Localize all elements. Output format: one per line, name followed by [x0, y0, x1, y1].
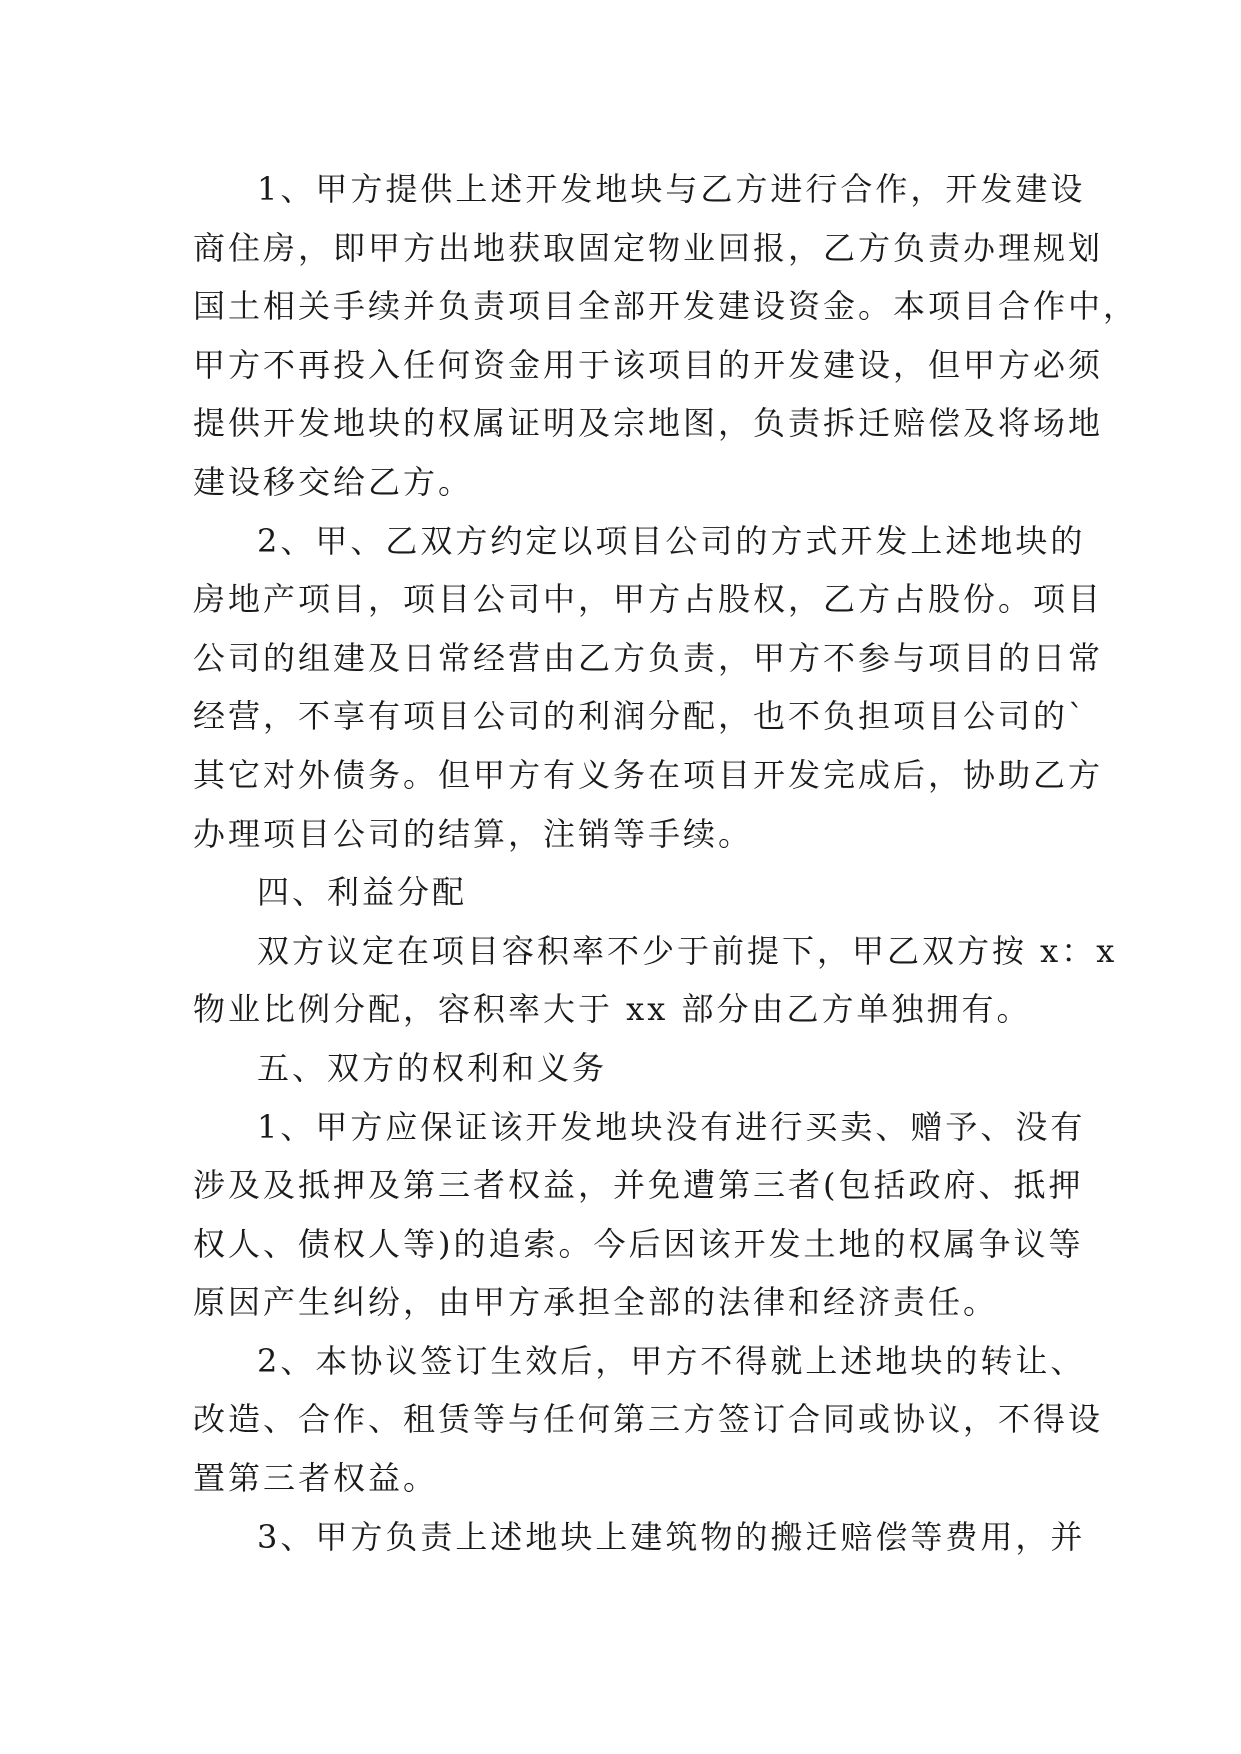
paragraph-3-line-2: 物业比例分配，容积率大于 xx 部分由乙方单独拥有。 — [193, 990, 1032, 1029]
paragraph-1-line-3: 国土相关手续并负责项目全部开发建设资金。本项目合作中， — [193, 287, 1139, 326]
paragraph-2-line-5: 其它对外债务。但甲方有义务在项目开发完成后，协助乙方 — [193, 755, 1104, 794]
paragraph-2-line-4: 经营，不享有项目公司的利润分配，也不负担项目公司的` — [193, 697, 1088, 736]
paragraph-2-line-2: 房地产项目，项目公司中，甲方占股权，乙方占股份。项目 — [193, 580, 1104, 619]
paragraph-1-line-1: 1、甲方提供上述开发地块与乙方进行合作，开发建设 — [257, 170, 1086, 208]
paragraph-2-line-3: 公司的组建及日常经营由乙方负责，甲方不参与项目的日常 — [193, 638, 1104, 677]
paragraph-1-line-2: 商住房，即甲方出地获取固定物业回报，乙方负责办理规划 — [193, 228, 1104, 267]
section-heading-rights-obligations: 五、双方的权利和义务 — [257, 1048, 608, 1087]
paragraph-4-line-1: 1、甲方应保证该开发地块没有进行买卖、赠予、没有 — [257, 1107, 1086, 1146]
document-body — [193, 160, 1139, 1566]
paragraph-1-line-4: 甲方不再投入任何资金用于该项目的开发建设，但甲方必须 — [193, 345, 1104, 384]
paragraph-5-line-1: 2、本协议签订生效后，甲方不得就上述地块的转让、 — [257, 1341, 1086, 1380]
paragraph-3-line-1: 双方议定在项目容积率不少于前提下，甲乙双方按 x：x — [257, 931, 1118, 970]
paragraph-5-line-2: 改造、合作、租赁等与任何第三方签订合同或协议，不得设 — [193, 1400, 1104, 1439]
paragraph-2-line-6: 办理项目公司的结算，注销等手续。 — [193, 814, 754, 853]
paragraph-6-line-1: 3、甲方负责上述地块上建筑物的搬迁赔偿等费用，并 — [257, 1517, 1086, 1556]
paragraph-1-line-5: 提供开发地块的权属证明及宗地图，负责拆迁赔偿及将场地 — [193, 404, 1104, 443]
paragraph-4-line-4: 原因产生纠纷，由甲方承担全部的法律和经济责任。 — [193, 1283, 999, 1322]
paragraph-1-line-6: 建设移交给乙方。 — [193, 462, 474, 501]
paragraph-2-line-1: 2、甲、乙双方约定以项目公司的方式开发上述地块的 — [257, 521, 1086, 560]
section-heading-profit-distribution: 四、利益分配 — [257, 873, 468, 912]
paragraph-5-line-3: 置第三者权益。 — [193, 1459, 439, 1498]
paragraph-4-line-2: 涉及及抵押及第三者权益，并免遭第三者(包括政府、抵押 — [193, 1166, 1084, 1205]
paragraph-4-line-3: 权人、债权人等)的追索。今后因该开发土地的权属争议等 — [193, 1224, 1084, 1263]
